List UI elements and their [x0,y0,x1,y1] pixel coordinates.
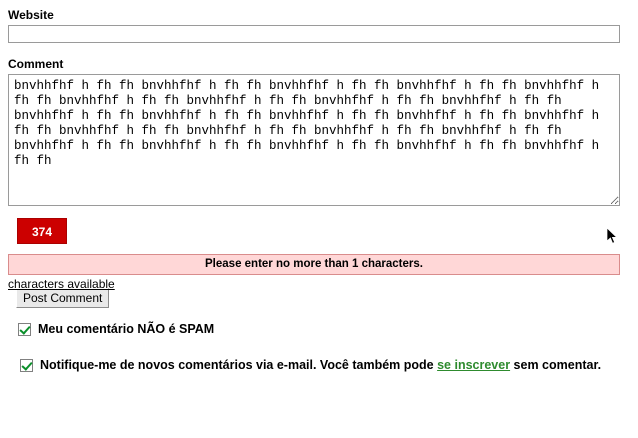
checkbox-row-not-spam[interactable] [18,322,630,336]
spacer [8,43,630,55]
checkbox-not-spam-label: Meu comentário NÃO é SPAM [38,322,215,336]
notify-label-after: sem comentar. [510,358,602,372]
characters-available-label: characters available [8,277,115,291]
checkbox-row-notify[interactable] [20,358,630,372]
website-input[interactable] [8,25,620,43]
checkbox-not-spam[interactable] [18,323,31,336]
checkbox-notify-label [40,358,601,372]
counter-row [8,218,630,246]
character-counter-badge: 374 [17,218,67,244]
checkbox-notify[interactable] [20,359,33,372]
post-comment-button[interactable]: Post Comment [16,288,109,308]
subscribe-link[interactable]: se inscrever [437,358,511,372]
validation-error-message: Please enter no more than 1 characters. [8,254,620,275]
comment-textarea[interactable] [8,74,620,206]
comment-label: Comment [8,57,64,71]
notify-label-before: Notifique-me de novos comentários via e-mail. Você também pode [40,358,438,372]
website-label: Website [8,8,54,22]
